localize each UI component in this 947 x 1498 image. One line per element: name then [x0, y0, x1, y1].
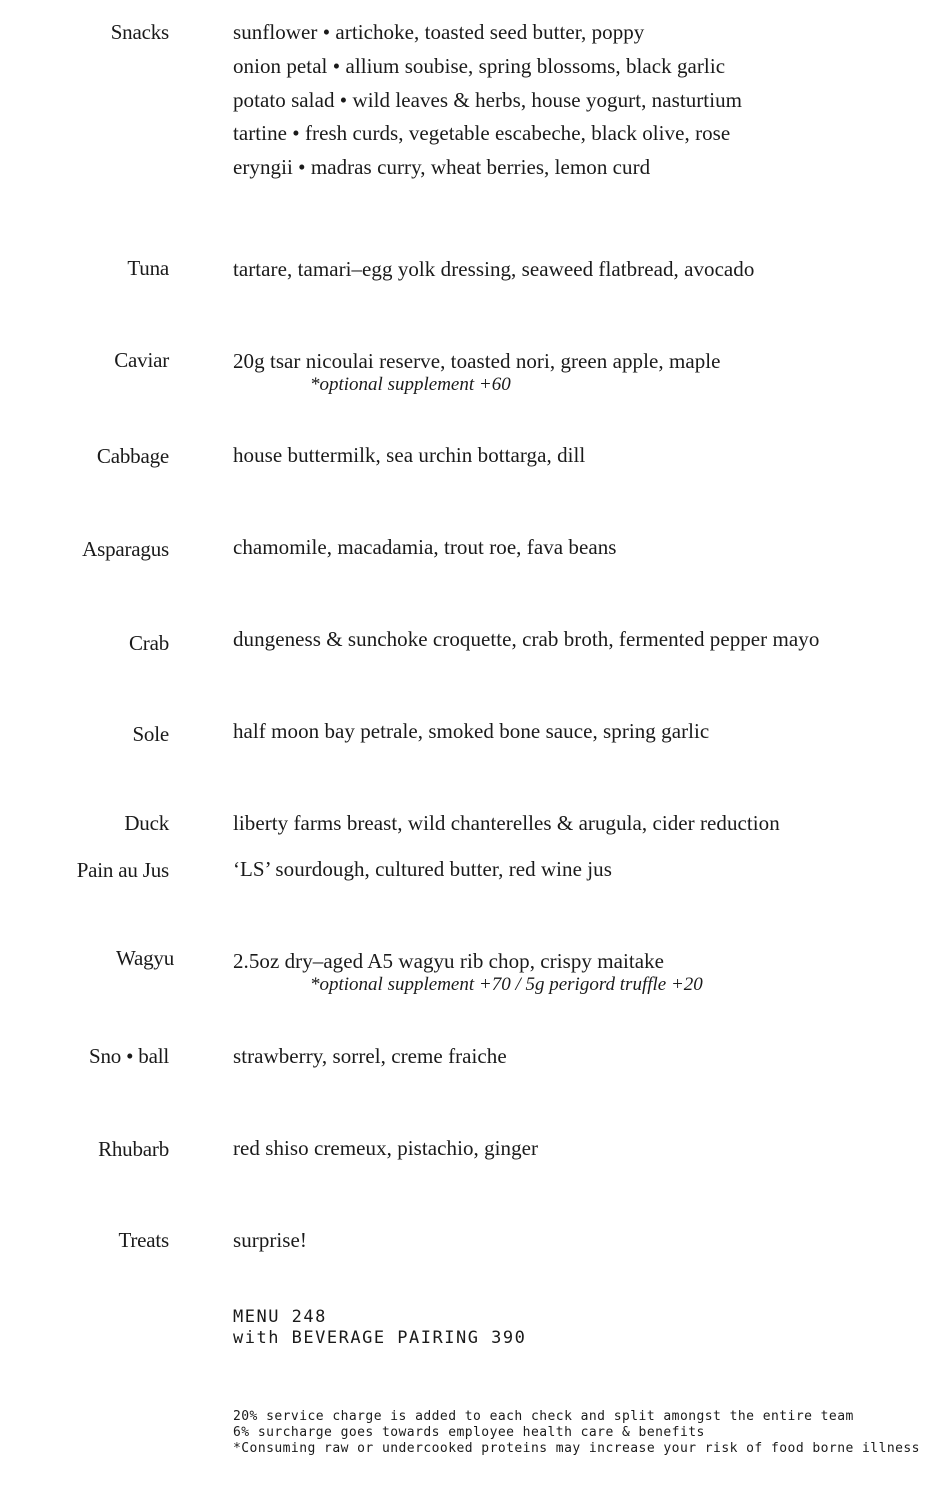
category-snacks: Snacks: [110, 20, 169, 44]
wagyu-supplement: *optional supplement +70 / 5g perigord truffle +20: [310, 974, 703, 995]
category-sole: Sole: [132, 722, 169, 746]
snack-item: onion petal • allium soubise, spring blossoms, black garlic: [233, 54, 726, 78]
snack-item: potato salad • wild leaves & herbs, house yogurt, nasturtium: [233, 88, 743, 112]
category-crab: Crab: [128, 631, 169, 655]
category-wagyu: Wagyu: [116, 946, 174, 970]
duck-description: liberty farms breast, wild chanterelles & arugula, cider reduction: [233, 811, 780, 835]
crab-description: dungeness & sunchoke croquette, crab broth, fermented pepper mayo: [233, 627, 820, 651]
surcharge-note: 6% surcharge goes towards employee health care & benefits: [233, 1425, 705, 1440]
category-treats: Treats: [118, 1228, 169, 1252]
wagyu-description: 2.5oz dry–aged A5 wagyu rib chop, crispy maitake: [233, 949, 665, 973]
category-snoball: Sno • ball: [88, 1044, 169, 1068]
tuna-description: tartare, tamari–egg yolk dressing, seaweed flatbread, avocado: [233, 257, 755, 281]
asparagus-description: chamomile, macadamia, trout roe, fava beans: [233, 535, 617, 559]
category-tuna: Tuna: [127, 256, 169, 280]
category-duck: Duck: [124, 811, 169, 835]
raw-food-warning: *Consuming raw or undercooked proteins may increase your risk of food borne illness: [233, 1441, 920, 1456]
snack-item: tartine • fresh curds, vegetable escabeche, black olive, rose: [233, 121, 731, 145]
category-rhubarb: Rhubarb: [98, 1137, 169, 1161]
category-cabbage: Cabbage: [96, 444, 169, 468]
category-caviar: Caviar: [114, 348, 169, 372]
sole-description: half moon bay petrale, smoked bone sauce, spring garlic: [233, 719, 710, 743]
caviar-supplement: *optional supplement +60: [310, 374, 511, 395]
menu-price: MENU 248: [233, 1307, 327, 1327]
caviar-description: 20g tsar nicoulai reserve, toasted nori, green apple, maple: [233, 349, 721, 373]
treats-description: surprise!: [233, 1228, 307, 1252]
category-pain-au-jus: Pain au Jus: [76, 858, 169, 882]
cabbage-description: house buttermilk, sea urchin bottarga, dill: [233, 443, 586, 467]
snoball-description: strawberry, sorrel, creme fraiche: [233, 1044, 507, 1068]
service-charge-note: 20% service charge is added to each check and split amongst the entire team: [233, 1409, 854, 1424]
category-asparagus: Asparagus: [82, 537, 169, 561]
pairing-price: with BEVERAGE PAIRING 390: [233, 1328, 527, 1348]
pain-description: ‘LS’ sourdough, cultured butter, red wine jus: [233, 857, 612, 881]
rhubarb-description: red shiso cremeux, pistachio, ginger: [233, 1136, 539, 1160]
snack-item: sunflower • artichoke, toasted seed butter, poppy: [233, 20, 645, 44]
snack-item: eryngii • madras curry, wheat berries, lemon curd: [233, 155, 651, 179]
